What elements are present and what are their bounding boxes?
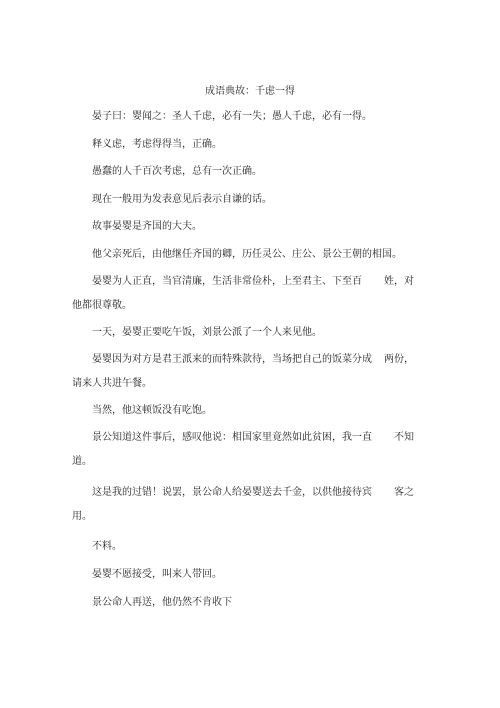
paragraph: 一天，晏婴正要吃午饭，刘景公派了一个人来见他。 [92, 327, 322, 338]
paragraph: 现在一般用为发表意见后表示自谦的话。 [92, 194, 272, 205]
paragraph-line: 他都很尊敬。 [72, 300, 132, 311]
paragraph-text: 景公知道这件事后，感叹他说：相国家里竟然如此贫困，我一直 [92, 432, 372, 443]
paragraph-line: 道。 [72, 456, 92, 467]
paragraph-line [92, 431, 414, 445]
paragraph-text: 不知 [394, 432, 414, 443]
paragraph-text: 客之 [394, 487, 414, 498]
paragraph-line [92, 275, 414, 289]
paragraph-text: 两份， [384, 354, 414, 365]
paragraph-line: 请来人共进午餐。 [72, 378, 152, 389]
paragraph: 晏婴不愿接受，叫来人带回。 [92, 569, 222, 580]
paragraph: 他父亲死后，由他继任齐国的卿，历任灵公、庄公、景公王朝的相国。 [92, 249, 402, 260]
paragraph: 释义虑，考虑得得当，正确。 [92, 139, 222, 150]
paragraph: 当然，他这顿饭没有吃饱。 [92, 405, 212, 416]
paragraph: 景公命人再送，他仍然不肯收下 [92, 597, 232, 608]
paragraph: 故事晏婴是齐国的大夫。 [92, 221, 202, 232]
paragraph-text: 晏婴为人正直，当官清廉，生活非常俭朴，上至君主、下至百 [92, 276, 362, 287]
paragraph: 晏子曰：婴闻之：圣人千虑，必有一失；愚人千虑，必有一得。 [92, 111, 372, 122]
paragraph-text: 晏婴因为对方是君王派来的而特殊款待，当场把自己的饭菜分成 [92, 354, 372, 365]
paragraph-text: 这是我的过错！说罢，景公命人给晏婴送去千金，以供他接待宾 [92, 487, 372, 498]
paragraph-line [92, 353, 414, 367]
paragraph-line [92, 486, 414, 500]
paragraph-line: 用。 [72, 511, 92, 522]
paragraph-text: 姓，对 [384, 276, 414, 287]
document-title: 成语典故：千虑一得 [205, 86, 295, 97]
paragraph: 愚蠢的人千百次考虑，总有一次正确。 [92, 166, 262, 177]
paragraph: 不料。 [92, 541, 122, 552]
